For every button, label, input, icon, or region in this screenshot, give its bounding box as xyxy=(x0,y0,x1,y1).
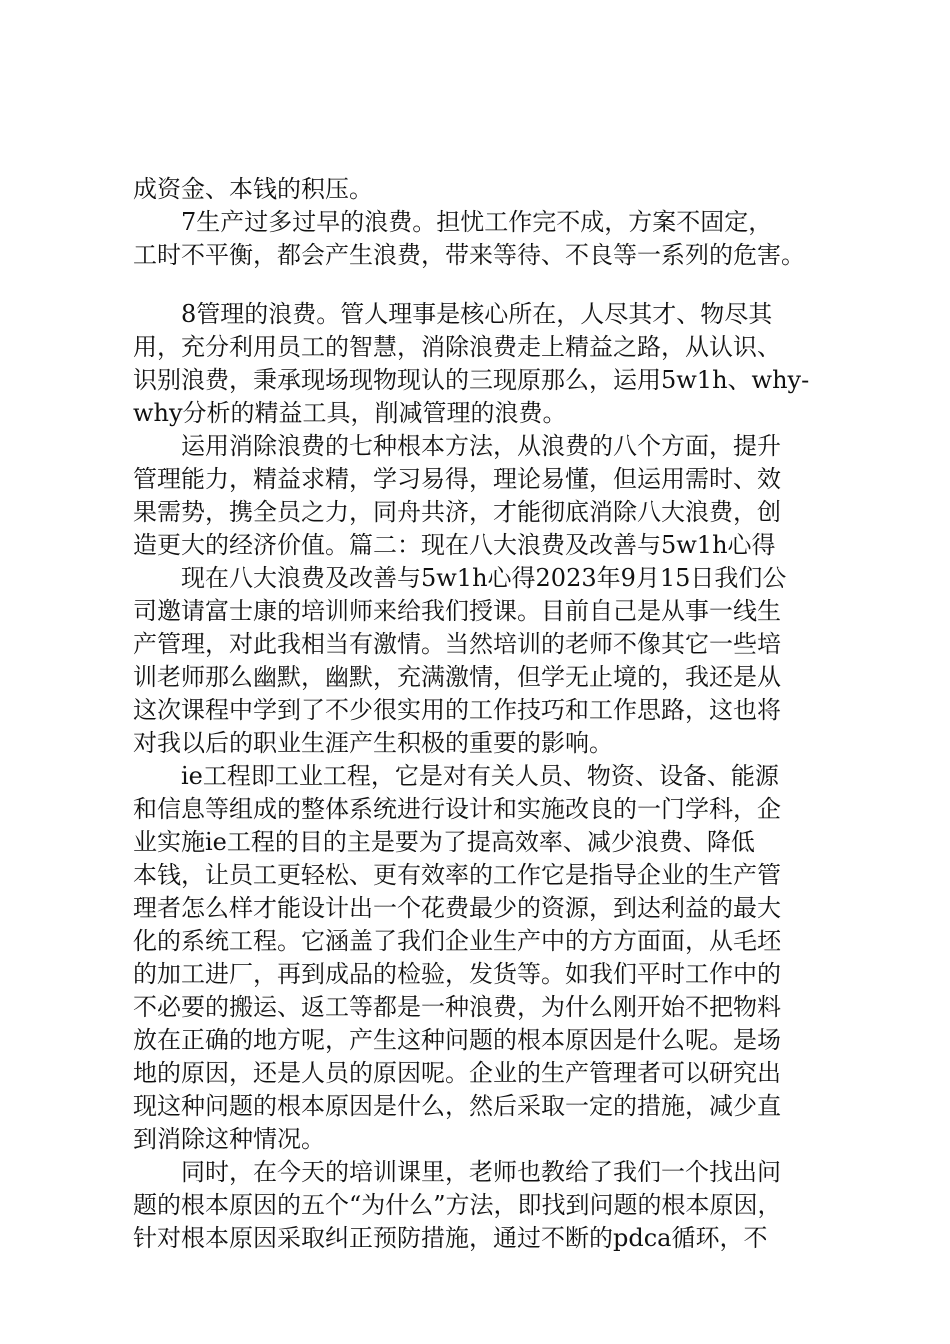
text-line-10: 果需势，携全员之力，同舟共济，才能彻底消除八大浪费，创 xyxy=(133,498,781,526)
text-line-32: 针对根本原因采取纠正预防措施，通过不断的pdca循环，不 xyxy=(133,1224,768,1252)
text-line-23: 化的系统工程。它涵盖了我们企业生产中的方方面面，从毛坯 xyxy=(133,927,781,955)
text-line-13: 司邀请富士康的培训师来给我们授课。目前自己是从事一线生 xyxy=(133,597,781,625)
text-line-14: 产管理，对此我相当有激情。当然培训的老师不像其它一些培 xyxy=(133,630,781,658)
text-line-17: 对我以后的职业生涯产生积极的重要的影响。 xyxy=(133,729,613,757)
text-line-24: 的加工进厂，再到成品的检验，发货等。如我们平时工作中的 xyxy=(133,960,781,988)
text-line-5: 用，充分利用员工的智慧，消除浪费走上精益之路，从认识、 xyxy=(133,333,781,361)
text-line-31: 题的根本原因的五个“为什么”方法，即找到问题的根本原因， xyxy=(133,1191,782,1219)
text-line-29: 到消除这种情况。 xyxy=(133,1125,325,1153)
text-line-6: 识别浪费，秉承现场现物现认的三现原那么，运用5w1h、why- xyxy=(133,366,810,394)
text-line-20: 业实施ie工程的目的主是要为了提高效率、减少浪费、降低 xyxy=(133,828,755,856)
text-line-4: 8管理的浪费。管人理事是核心所在，人尽其才、物尽其 xyxy=(181,300,773,328)
text-line-12: 现在八大浪费及改善与5w1h心得2023年9月15日我们公 xyxy=(181,564,787,592)
text-line-2: 7生产过多过早的浪费。担忧工作完不成，方案不固定， xyxy=(181,208,773,236)
text-line-25: 不必要的搬运、返工等都是一种浪费，为什么刚开始不把物料 xyxy=(133,993,781,1021)
text-line-19: 和信息等组成的整体系统进行设计和实施改良的一门学科，企 xyxy=(133,795,781,823)
text-line-26: 放在正确的地方呢，产生这种问题的根本原因是什么呢。是场 xyxy=(133,1026,781,1054)
text-line-30: 同时，在今天的培训课里，老师也教给了我们一个找出问 xyxy=(181,1158,781,1186)
text-line-15: 训老师那么幽默，幽默，充满激情，但学无止境的，我还是从 xyxy=(133,663,781,691)
text-line-9: 管理能力，精益求精，学习易得，理论易懂，但运用需时、效 xyxy=(133,465,781,493)
text-line-22: 理者怎么样才能设计出一个花费最少的资源，到达利益的最大 xyxy=(133,894,781,922)
text-line-21: 本钱，让员工更轻松、更有效率的工作它是指导企业的生产管 xyxy=(133,861,781,889)
text-line-18: ie工程即工业工程，它是对有关人员、物资、设备、能源 xyxy=(181,762,779,790)
text-line-7: why分析的精益工具，削减管理的浪费。 xyxy=(133,399,567,427)
text-line-8: 运用消除浪费的七种根本方法，从浪费的八个方面，提升 xyxy=(181,432,781,460)
text-line-3: 工时不平衡，都会产生浪费，带来等待、不良等一系列的危害。 xyxy=(133,241,805,269)
text-line-1: 成资金、本钱的积压。 xyxy=(133,175,373,203)
text-line-16: 这次课程中学到了不少很实用的工作技巧和工作思路，这也将 xyxy=(133,696,781,724)
text-line-11: 造更大的经济价值。篇二：现在八大浪费及改善与5w1h心得 xyxy=(133,531,776,559)
text-line-28: 现这种问题的根本原因是什么，然后采取一定的措施，减少直 xyxy=(133,1092,781,1120)
text-line-27: 地的原因，还是人员的原因呢。企业的生产管理者可以研究出 xyxy=(133,1059,781,1087)
